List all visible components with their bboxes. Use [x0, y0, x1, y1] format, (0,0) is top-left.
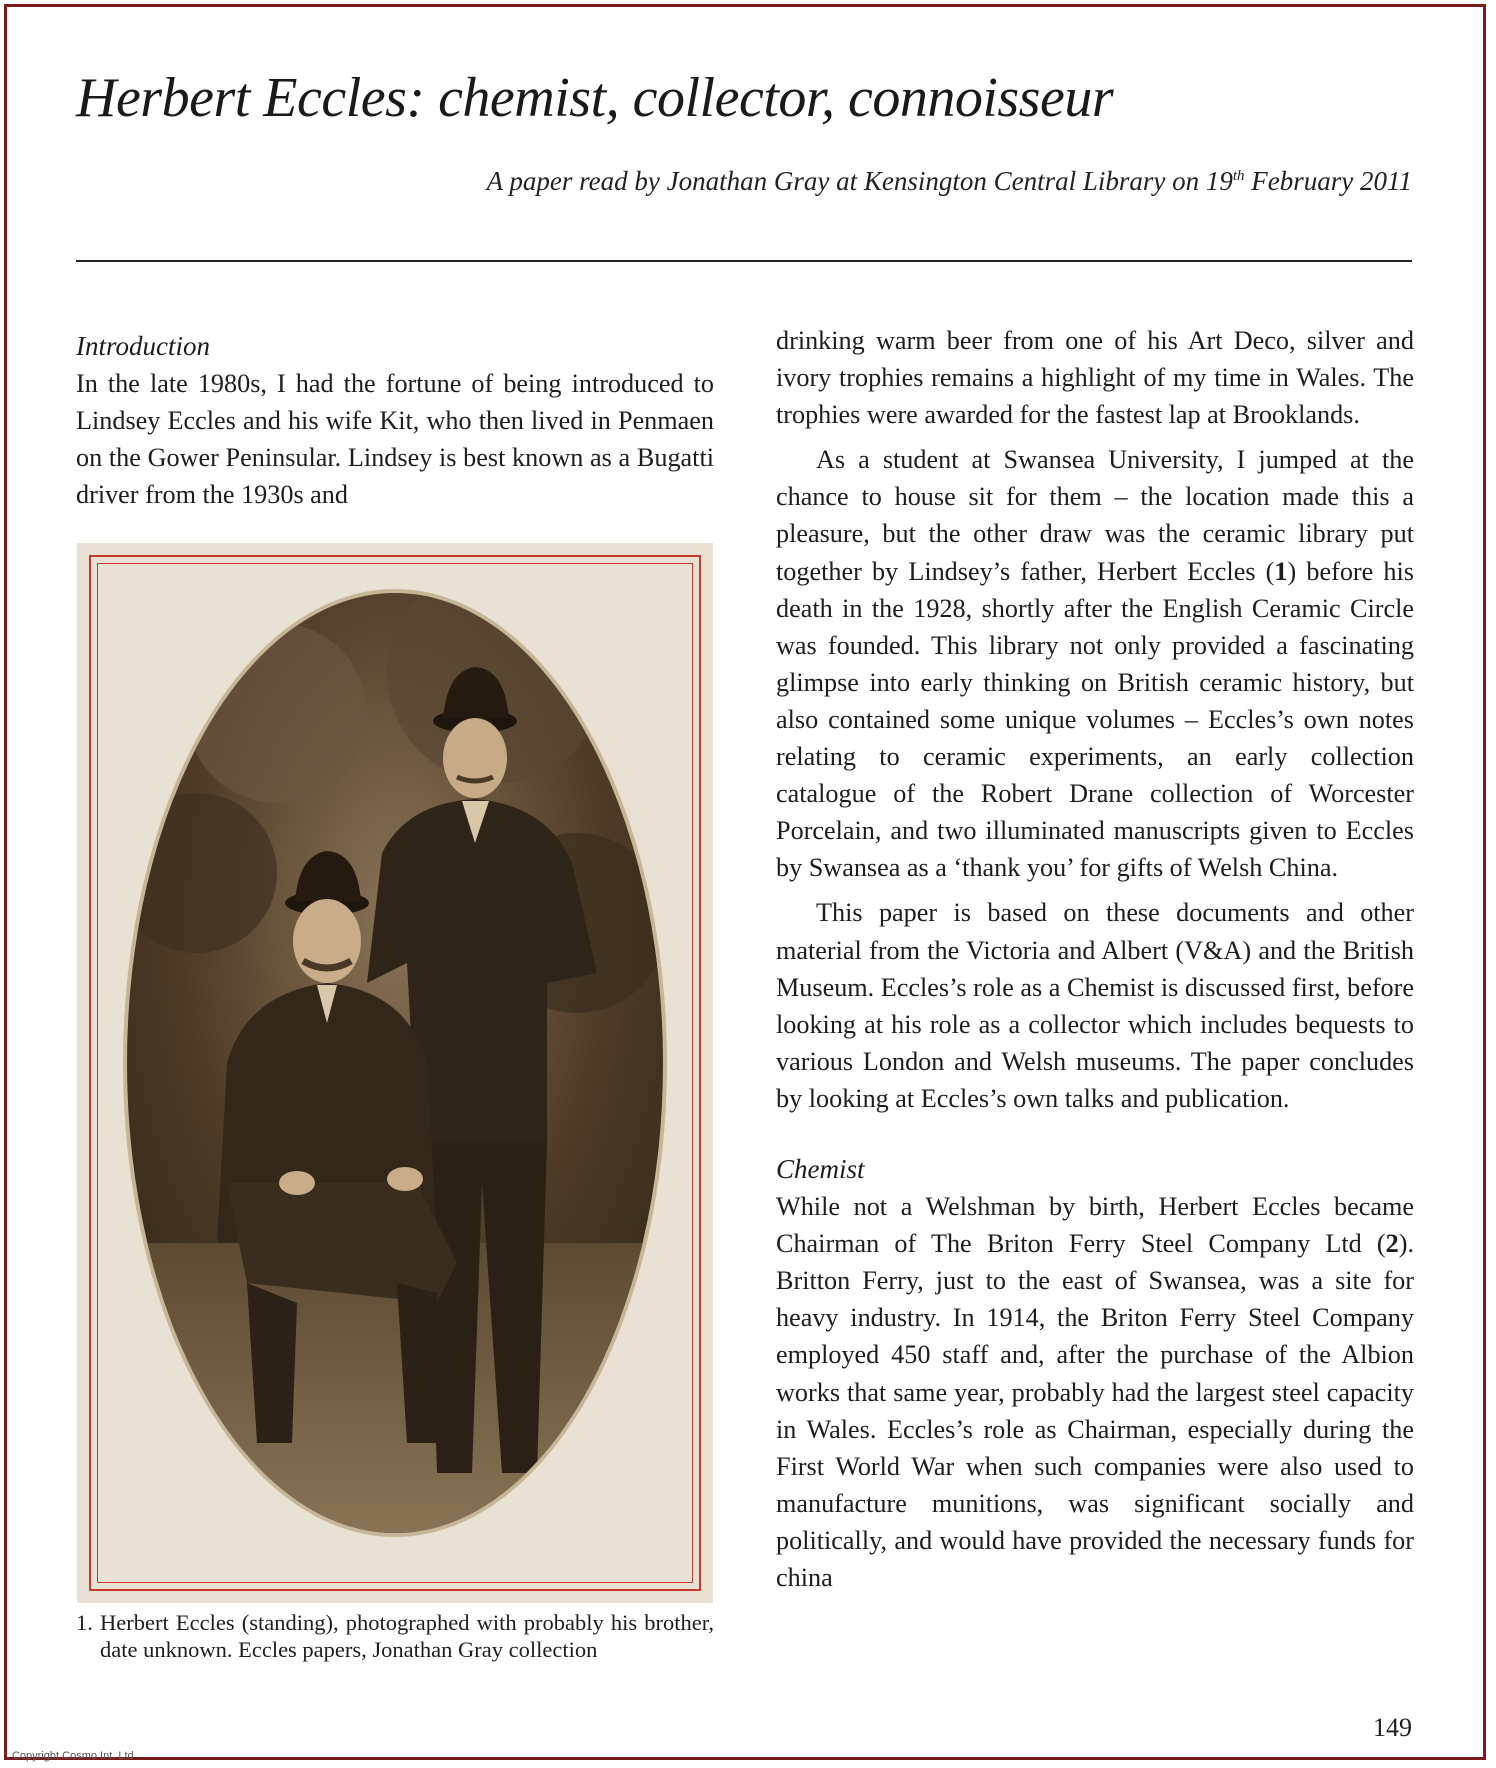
paragraph-chemist: While not a Welshman by birth, Herbert Eccles became Chairman of The Briton Ferry Steel Company Ltd (2). Britton Ferry, just to the east of Swansea, was a site for heavy industry. In 1914, the Briton Ferry Steel Company employed 450 staff and, after the purchase of the Albion works that same year, probably had the largest steel capacity in Wales. Eccles’s role as Chairman, especially during the First World War when such companies were also used to manufacture munitions, was significant socially and politically, and would have provided the necessary funds for china	[776, 1192, 1414, 1592]
section-heading-introduction: Introduction	[76, 331, 210, 361]
paragraph-library: As a student at Swansea University, I jumped at the chance to house sit for them – the location made this a pleasure, but the other draw was the ceramic library put together by Lindsey’s father, Herbert Eccles (1) before his death in the 1928, shortly after the English Ceramic Circle was founded. This library not only provided a fascinating glimpse into early thinking on British ceramic history, but also contained some unique volumes – Eccles’s own notes relating to ceramic experiments, an early collection catalogue of the Robert Drane collection of Worcester Porcelain, and two illuminated manuscripts given to Eccles by Swansea as a ‘thank you’ for gifts of Welsh China.	[776, 445, 1414, 883]
figure-caption	[76, 1609, 714, 1663]
right-column	[776, 322, 1414, 1596]
section-heading-chemist: Chemist	[776, 1153, 865, 1184]
copyright-watermark: Copyright Cosmo Int. Ltd	[12, 1750, 134, 1762]
vintage-portrait-image	[77, 543, 713, 1603]
figure-1-photo	[77, 543, 713, 1603]
article-subtitle: A paper read by Jonathan Gray at Kensington Central Library on 19th February 2011	[486, 166, 1412, 196]
page-number: 149	[1373, 1713, 1412, 1742]
article-title: Herbert Eccles: chemist, collector, connoisseur	[76, 67, 1114, 129]
paragraph-overview: This paper is based on these documents and other material from the Victoria and Albert (V&A) and the British Museum. Eccles’s role as a Chemist is discussed first, before looking at his role as a collector which includes bequests to various London and Welsh museums. The paper concludes by looking at Eccles’s own talks and publication.	[776, 898, 1414, 1113]
left-column	[76, 328, 714, 513]
figure-caption-text: Herbert Eccles (standing), photographed with probably his brother, date unknown. Eccles papers, Jonathan Gray collection	[100, 1610, 714, 1662]
figure-number: 1.	[76, 1610, 93, 1635]
figure-reference-1: 1	[1274, 556, 1288, 586]
paragraph-trophies: drinking warm beer from one of his Art Deco, silver and ivory trophies remains a highlight of my time in Wales. The trophies were awarded for the fastest lap at Brooklands.	[776, 326, 1414, 430]
intro-paragraph: In the late 1980s, I had the fortune of being introduced to Lindsey Eccles and his wife Kit, who then lived in Penmaen on the Gower Peninsular. Lindsey is best known as a Bugatti driver from the 1930s and	[76, 369, 714, 510]
title-rule	[76, 260, 1412, 262]
figure-reference-2: 2	[1385, 1229, 1399, 1259]
